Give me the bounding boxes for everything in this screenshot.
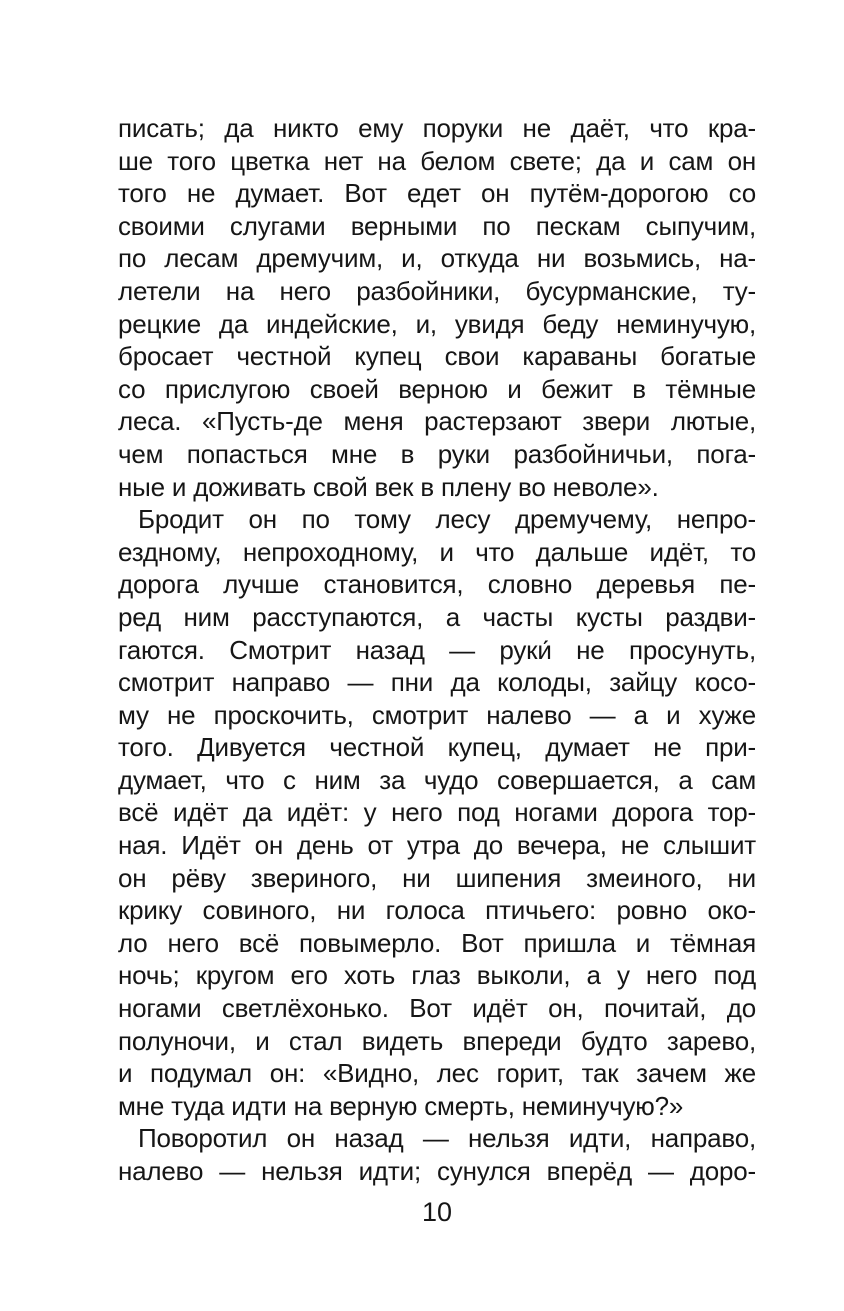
text-line: ло него всё повымерло. Вот пришла и тёмная xyxy=(118,927,756,958)
text-block xyxy=(118,112,756,1188)
text-line: смотрит направо — пни да колоды, зайцу косо- xyxy=(118,667,756,698)
text-line: он рёву звериного, ни шипения змеиного, ни xyxy=(118,862,756,893)
text-line: ездному, непроходному, и что дальше идёт, то xyxy=(118,536,756,567)
text-line: ше того цветка нет на белом свете; да и сам он xyxy=(118,145,756,176)
text-line: Поворотил он назад — нельзя идти, направо, xyxy=(138,1123,756,1154)
page-number: 10 xyxy=(421,1197,453,1227)
text-line: по лесам дремучим, и, откуда ни возьмись, на- xyxy=(118,243,756,274)
text-line: бросает честной купец свои караваны богатые xyxy=(118,341,756,372)
text-line: ред ним расступаются, а часты кусты раздви- xyxy=(118,601,756,632)
text-line: налево — нельзя идти; сунулся вперёд — доро- xyxy=(118,1156,756,1186)
text-line: леса. «Пусть-де меня растерзают звери лютые, xyxy=(118,406,756,437)
text-line: крику совиного, ни голоса птичьего: ровно око- xyxy=(118,895,756,926)
text-line: того не думает. Вот едет он путём-дорогою со xyxy=(118,178,756,209)
text-line: ная. Идёт он день от утра до вечера, не слышит xyxy=(118,830,756,861)
text-line: ногами светлёхонько. Вот идёт он, почитай, до xyxy=(118,993,756,1024)
text-line: му не проскочить, смотрит налево — а и хуже xyxy=(118,699,756,730)
text-line: летели на него разбойники, бусурманские, ту- xyxy=(118,275,756,306)
text-line: дорога лучше становится, словно деревья пе- xyxy=(118,569,756,600)
text-line: ночь; кругом его хоть глаз выколи, а у него под xyxy=(118,960,756,991)
text-line: всё идёт да идёт: у него под ногами дорога тор- xyxy=(118,797,756,828)
text-line: и подумал он: «Видно, лес горит, так зачем же xyxy=(118,1058,756,1089)
text-line: мне туда идти на верную смерть, неминучую?» xyxy=(118,1090,684,1121)
text-line: ные и доживать свой век в плену во неволе». xyxy=(118,471,659,502)
text-line: полуночи, и стал видеть впереди будто зарево, xyxy=(118,1025,756,1056)
text-line: гаются. Смотрит назад — руки́ не просунуть, xyxy=(118,634,756,665)
text-line: того. Дивуется честной купец, думает не при- xyxy=(118,732,756,763)
text-line: рецкие да индейские, и, увидя беду неминучую, xyxy=(118,308,756,339)
text-line: писать; да никто ему поруки не даёт, что кра- xyxy=(118,113,756,143)
text-line: своими слугами верными по пескам сыпучим, xyxy=(118,210,756,241)
text-line: думает, что с ним за чудо совершается, а сам xyxy=(118,764,756,795)
text-line: Бродит он по тому лесу дремучему, непро- xyxy=(138,504,756,535)
text-line: со прислугою своей верною и бежит в тёмные xyxy=(118,373,756,404)
text-line: чем попасться мне в руки разбойничьи, пога- xyxy=(118,438,756,469)
